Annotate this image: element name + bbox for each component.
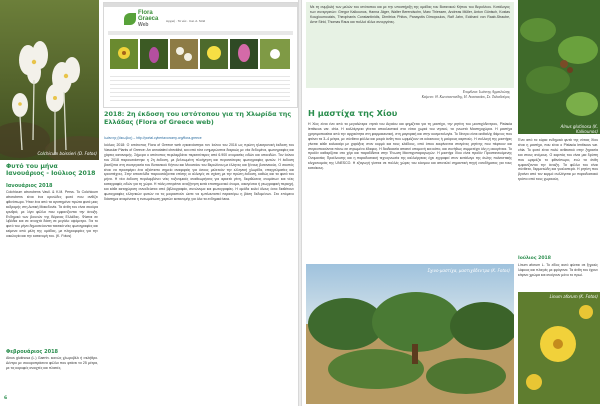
photo-tile-1 bbox=[110, 39, 138, 69]
cover-photo-caption: Colchicum boissieri (D. Fotos) bbox=[37, 151, 97, 156]
side-column-text: Ένα από τα κύρια ενδημικά φυτά της νότιας Χίου είναι η μαστίχα, που είναι ο Pistacia lentiscus var. chia. Το φυτό είναι πολύ ανθεκτικό στην ξηρασία και στους ανέμους. Ο καρπός του είναι μια δρύπη που ωριμάζει το φθινόπωρο, ενώ τα άνθη εμφανίζονται την άνοιξη. Τα φύλλα του είναι σύνθετα, δερματώδη και γυαλιστερά. Η ρητίνη που βγαίνει από τον κορμό συλλέγεται με παραδοσιακό τρόπο από τους χωρικούς. bbox=[518, 138, 598, 182]
article-title-mastic: Η μαστίχα της Χίου bbox=[308, 108, 398, 118]
plant-thumbnail-icon bbox=[110, 39, 138, 69]
alnus-leaves-illustration bbox=[518, 0, 600, 134]
linum-photo bbox=[518, 292, 600, 404]
site-logo-leaf-icon bbox=[124, 13, 136, 25]
side-column-text-2: Linum aforum L. Το είδος αυτό φύεται σε ξηρούς λόφους και πλαγιές με φρύγανα. Τα άνθη του έχουν κίτρινο χρώμα και ανοίγουν μόνο το πρωί. bbox=[518, 263, 598, 277]
month-january-label: Ιανουάριος 2018 bbox=[6, 183, 53, 189]
credits-box bbox=[306, 2, 514, 88]
site-breadcrumb[interactable]: Αρχική · Τα νέα · Cat. A. Strid bbox=[166, 19, 206, 23]
month-february-text: Alnus glutinosa (L.) Gaertn. κοινώς χλωροβέλι ή σκλήθρο. Δέντρο με σκουροπράσινα φύλλα που φτάνει τα 25 μέτρα, με τις κορυφές ανοιχτές και πλατιές. bbox=[6, 356, 98, 370]
photo-tile-3 bbox=[170, 39, 198, 69]
photo-tile-6 bbox=[260, 39, 290, 69]
page-number-left: 6 bbox=[4, 396, 8, 401]
plant-thumbnail-icon bbox=[260, 39, 290, 69]
site-logo-web: Web bbox=[138, 22, 149, 28]
site-logo-flora: Flora bbox=[138, 10, 153, 16]
crocus-flowers-illustration bbox=[0, 0, 99, 160]
cover-photo bbox=[0, 0, 99, 160]
mastic-trees-caption: Σχινο-μαστίχα, μαστιχόδεντρα (K. Fotos) bbox=[427, 268, 510, 273]
credits-text: Με τη συμβολή των μελών του ιστότοπου και με την υποστήριξη της ομάδας του Βοτανικού Κήπου του Βερολίνου. Κατάλογος των συνεργατών: Gregor Kalkounos, Hanna Jäger, Walter Berendsohn, Marc Thiessen, Andreas Müller, Anton Güntsch, Kostas Kougioumoutzis, Theophanis Constantinidis, Dimitrios Phitos, Panayotis Dimopoulos, Ralf Jahn, Eckhard von Raab-Straube, Arne Strid, Thomas Raus και πολλοί άλλοι συνεργάτες. bbox=[310, 5, 510, 24]
alnus-photo-caption: Alnus glutinosa (K. Kalkounos) bbox=[560, 124, 598, 134]
article-body-col1: Ιούλιος 2018: Ο ιστότοπος Flora of Greece web εγκαινιάστηκε τον Ιούνιο του 2016 ως πρώτη ηλεκτρονική έκδοση του Vascular Plants of Greece: An annotated checklist, και από τότε ενημερώνεται διαρκώς με νέα δεδομένα, φωτογραφίες και χάρτες κατανομής. Σήμερα ο ιστότοπος περιλαμβάνει περισσότερες από 6.900 ονομασίες ειδών και υποειδών. Τον Ιούνιο του 2018 παρουσιάστηκε η 2η έκδοση, με βελτιωμένη πλοήγηση και περισσότερες φωτογραφίες φυτών. Η έκδοση βασίζεται στη συνεργασία του Βοτανικού Κήπου και Μουσείου του Βερολίνου με έλληνες και ξένους βοτανικούς. Ο σκοπός είναι να προσφέρει ένα αξιόπιστο σημείο αναφοράς για όσους μελετούν την ελληνική χλωρίδα, επαγγελματίες και ερασιτέχνες. Στην ιστοσελίδα παρουσιάζονται επίσης οι αλλαγές σε σχέση με την πρώτη έκδοση, καθώς και τα φυτά του μήνα. Η νέα έκδοση περιλαμβάνει νέες ταξινομικές αναθεωρήσεις για αρκετά γένη, διορθώσεις ονομάτων και νέες καταγραφές ειδών για τη χώρα. Η πύλη επιτρέπει αναζήτηση κατά επιστημονικό όνομα, οικογένεια ή γεωγραφική περιοχή, και κάθε καταχώριση συνοδεύεται από βιβλιογραφία, συνώνυμα και φωτογραφίες. Η ομάδα καλεί όλους όσοι διαθέτουν φωτογραφίες ελληνικών φυτών να τις μοιραστούν ώστε να εμπλουτιστεί περαιτέρω η βάση δεδομένων. Στο επόμενο διάστημα αναμένεται η ενσωμάτωση χαρτών κατανομής για όλα τα ενδημικά taxa. bbox=[104, 143, 294, 201]
sidebar-heading-1: Φυτό του μήνα bbox=[6, 163, 58, 170]
article-byline: Ιωάννης (Ιάκωβος) – http://portal.cybertaxonomy.org/flora-greece bbox=[104, 136, 202, 140]
linum-flower-illustration bbox=[518, 292, 600, 404]
article-headline: 2018: 2η έκδοση του ιστότοπου για τη Χλωρίδα της Ελλάδας (Flora of Greece web) bbox=[104, 110, 292, 126]
site-header-bar bbox=[104, 3, 297, 7]
right-page bbox=[302, 0, 600, 406]
photo-tile-4 bbox=[200, 39, 228, 69]
left-page bbox=[0, 0, 298, 406]
signature-block: Επιμέλεια: Ιωάννης Αρμπιλιώτης Κείμενο: Θ. Κωνσταντινίδης, Η. Αναστασίου, Στ. Ταλιαδούρος bbox=[421, 90, 510, 99]
photo-tile-5 bbox=[230, 39, 258, 69]
sidebar-heading-2: Ιανουάριος - Ιούλιος 2018 bbox=[6, 170, 96, 177]
plant-thumbnail-icon bbox=[170, 39, 198, 69]
month-january-text: Colchicum atrorubens Vasil. & K.M. Perss. Το Colchicum atrorubens είναι ένα κρινώδες φυτό που ανθίζει φθινόπωρο. Ήταν ένα από τα αγαπημένα πρώτα φυτά μιας εκδρομής στη Δυτική Μακεδονία. Τα άνθη του είναι σκούρα ερυθρά, με λίγα φύλλα που εμφανίζονται την άνοιξη. Ενδημικό των βουνών της Βόρειας Ελλάδας. Φύεται σε λιβάδια και σε ανοιχτά δάση σε μεγάλο υψόμετρο. Για το φυτό του μήνα δημοσιεύονται τακτικά νέες φωτογραφίες και κείμενα από μέλη της ομάδας, με πληροφορίες για την οικολογία και την κατανομή του. (K. Fotos) bbox=[6, 190, 98, 239]
linum-photo-caption: Linum aforum (K. Fotos) bbox=[549, 294, 598, 299]
site-logo-graeca: Graeca bbox=[138, 16, 159, 22]
mastic-trees-photo bbox=[306, 264, 514, 404]
mastic-trees-illustration bbox=[306, 264, 514, 404]
plant-thumbnail-icon bbox=[140, 39, 168, 69]
month-february-label: Φεβρουάριος 2018 bbox=[6, 349, 59, 355]
site-nav-bar bbox=[108, 31, 293, 35]
mastic-article-body: Η Χίος είναι ένα από τα μεγαλύτερα νησιά του Αιγαίου και φημίζεται για τη μαστίχα, την ρητίνη του μαστιχόδεντρου, Pistacia lentiscus var. chia. Η καλλιέργεια γίνεται αποκλειστικά στα νότια χωριά του νησιού, τα γνωστά Μαστιχοχώρια. Η μαστίχα χρησιμοποιείται από την αρχαιότητα στη φαρμακευτική, στη μαγειρική και στην κοσμετολογία. Το δέντρο είναι αειθαλής θάμνος που φτάνει τα 3–4 μέτρα, με σύνθετα φύλλα και μικρά άνθη που ωριμάζουν σε κόκκινους ή μαύρους καρπούς. Η συλλογή της μαστίχας γίνεται κάθε καλοκαίρι με χαράξεις στον κορμό και τους κλάδους, από όπου εκκρίνονται σταγόνες ρητίνης που πέφτουν και στερεοποιούνται πάνω σε στρωμένο έδαφος. Η διαδικασία απαιτεί υπομονή και κόπο, και συνήθως συμμετέχει όλη η οικογένεια. Το προϊόν καθαρίζεται στο χέρι και παραδίδεται στην Ένωση Μαστιχοπαραγωγών. Η μαστίχα Χίου είναι προϊόν Προστατευόμενης Ονομασίας Προέλευσης και η παραδοσιακή τεχνογνωσία της καλλιέργειας έχει εγγραφεί στον κατάλογο της άυλης πολιτιστικής κληρονομιάς της UNESCO. Η εξαγωγή γίνεται σε πολλές χώρες του κόσμου και αποτελεί σημαντική πηγή εισοδήματος για τους κατοίκους. bbox=[308, 122, 512, 171]
plant-thumbnail-icon bbox=[230, 39, 258, 69]
website-screenshot bbox=[103, 2, 298, 108]
plant-thumbnail-icon bbox=[200, 39, 228, 69]
photo-tile-2 bbox=[140, 39, 168, 69]
site-content-lines bbox=[110, 73, 290, 103]
alnus-photo bbox=[518, 0, 600, 134]
side-column-month-label: Ιούλιος 2018 bbox=[518, 256, 551, 261]
